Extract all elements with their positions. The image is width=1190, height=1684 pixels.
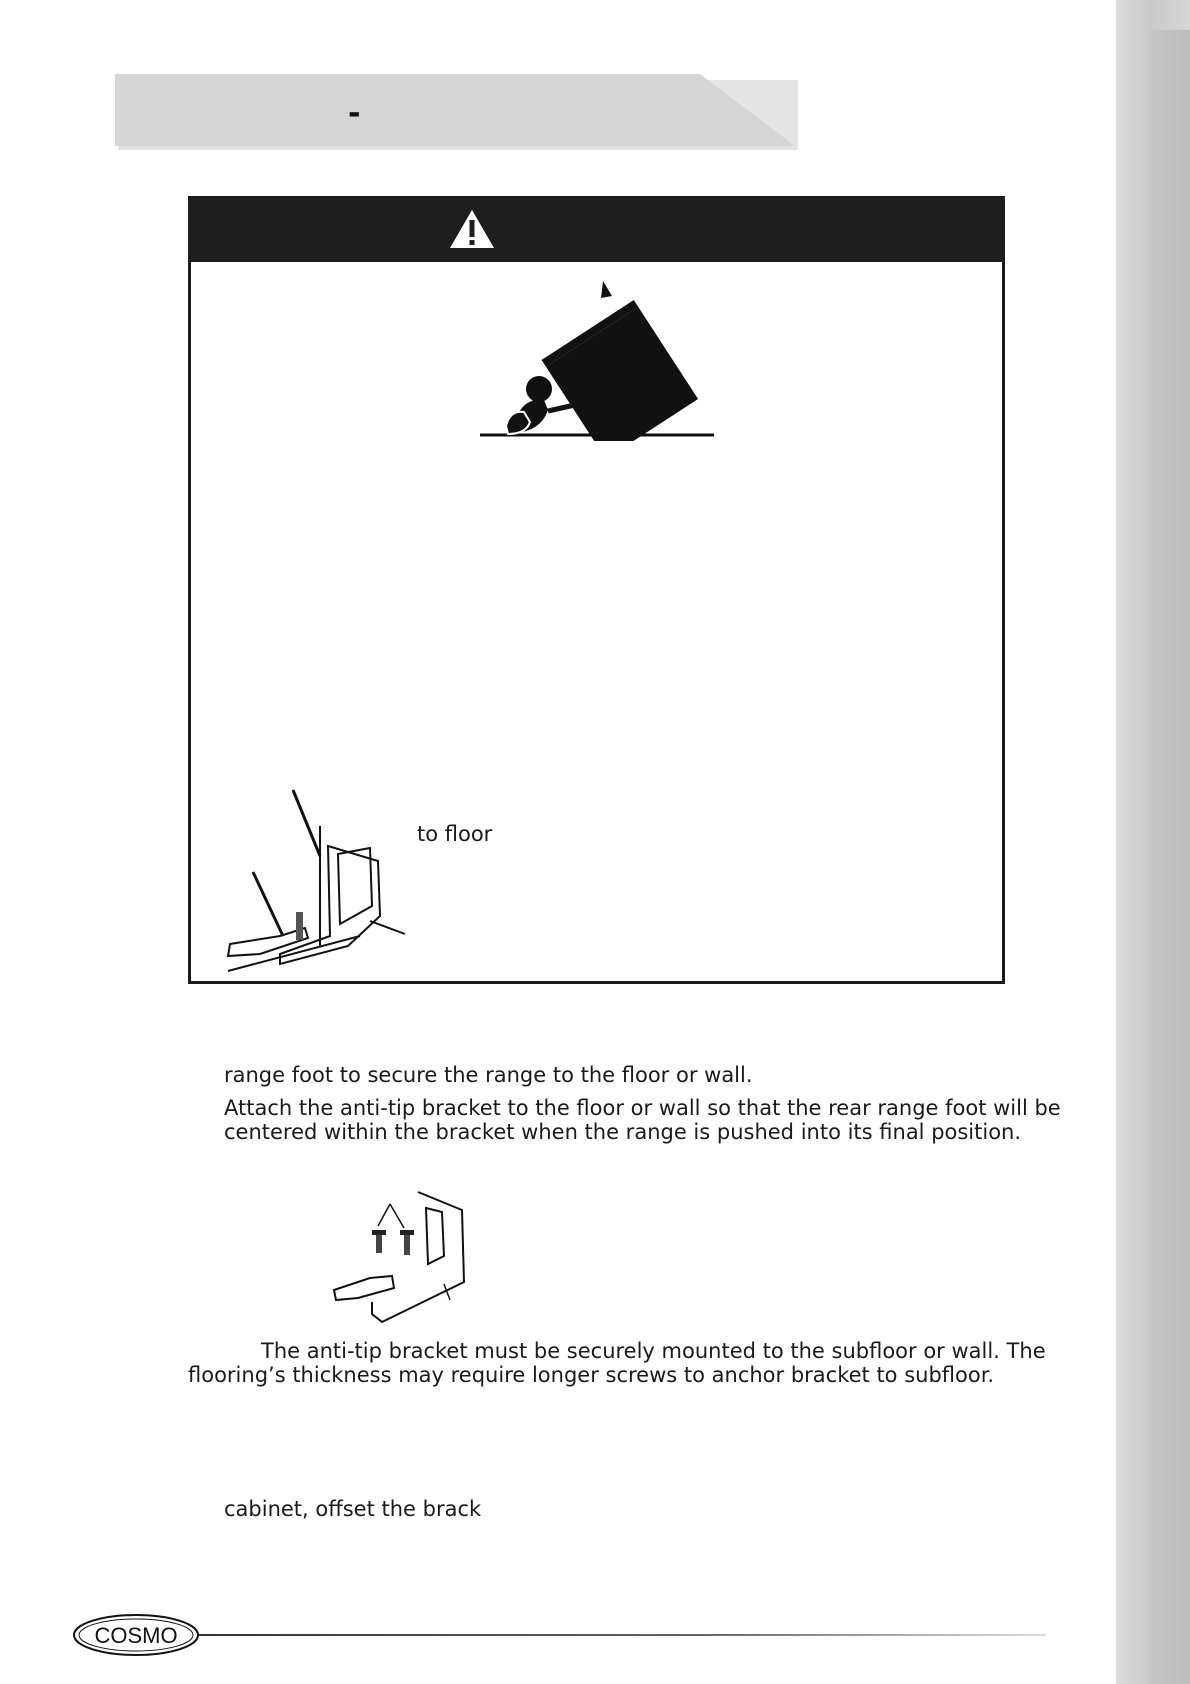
note-line-2: flooring’s thickness may require longer screws to anchor bracket to subfloor.	[188, 1363, 995, 1387]
warning-triangle-icon	[448, 208, 496, 250]
bracket-floor-illustration	[220, 786, 415, 976]
tip-over-illustration	[470, 276, 720, 441]
banner-dash: -	[348, 96, 361, 131]
footer-rule	[196, 1634, 1046, 1636]
instruction-line-3: centered within the bracket when the range is pushed into its final position.	[224, 1120, 1022, 1144]
cosmo-logo	[72, 1612, 200, 1658]
bracket-caption: to floor	[417, 822, 493, 846]
warning-header	[188, 196, 1005, 262]
logo-text: COSMO	[94, 1623, 178, 1648]
side-strip-inner	[1150, 30, 1190, 1684]
instruction-line-4: cabinet, offset the brack	[224, 1497, 482, 1521]
instruction-line-1: range foot to secure the range to the floor or wall.	[224, 1063, 753, 1087]
bracket-screws-illustration	[330, 1186, 472, 1326]
section-banner	[115, 74, 795, 146]
instruction-line-2: Attach the anti-tip bracket to the floor or wall so that the rear range foot will be	[224, 1096, 1061, 1120]
note-line-1: The anti-tip bracket must be securely mounted to the subfloor or wall. The	[261, 1339, 1046, 1363]
